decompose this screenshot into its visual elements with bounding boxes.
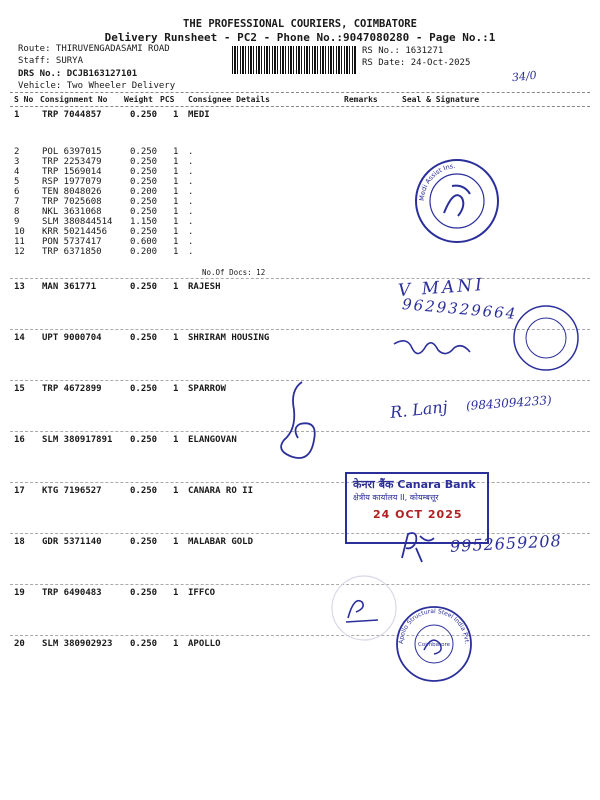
- signature-sparrow: [270, 380, 330, 470]
- col-consignee: Consignee Details: [188, 95, 270, 104]
- row-consignee: IFFCO: [188, 588, 216, 598]
- columns-divider: [10, 106, 590, 107]
- table-row: [0, 110, 600, 122]
- row-separator: [10, 584, 590, 585]
- row-pcs: 1: [173, 177, 179, 187]
- row-weight: 0.250: [130, 435, 158, 445]
- row-pcs: 1: [173, 187, 179, 197]
- row-sno: 3: [14, 157, 20, 167]
- row-pcs: 1: [173, 197, 179, 207]
- row-sno: 7: [14, 197, 20, 207]
- rs-number: RS No.: 1631271: [362, 46, 444, 56]
- handwritten-phone-elangovan: (9843094233): [465, 393, 553, 413]
- row-pcs: 1: [173, 207, 179, 217]
- row-weight: 0.250: [130, 197, 158, 207]
- partial-seal-stamp: [508, 302, 588, 372]
- row-consignment: TRP 7044857: [42, 110, 102, 120]
- row-consignment: NKL 3631068: [42, 207, 102, 217]
- row-consignment: GDR 5371140: [42, 537, 102, 547]
- drs-number: DRS No.: DCJB163127101: [18, 69, 138, 79]
- runsheet-subtitle: Delivery Runsheet - PC2 - Phone No.:9047080280 - Page No.:1: [104, 31, 496, 44]
- row-consignee: .: [188, 187, 194, 197]
- col-weight: Weight: [124, 95, 153, 104]
- row-consignee: .: [188, 227, 194, 237]
- canara-office: क्षेत्रीय कार्यालय II, कोयम्बत्तूर: [353, 493, 439, 502]
- row-separator: [10, 278, 590, 279]
- row-weight: 0.250: [130, 333, 158, 343]
- canara-date: 24 OCT 2025: [373, 508, 463, 521]
- table-row: [0, 247, 600, 259]
- row-pcs: 1: [173, 588, 179, 598]
- signature-malabar: [398, 528, 438, 568]
- row-separator: [10, 329, 590, 330]
- row-consignment: SLM 380844514: [42, 217, 113, 227]
- row-sno: 15: [14, 384, 25, 394]
- row-consignment: UPT 9000704: [42, 333, 102, 343]
- row-separator: [10, 635, 590, 636]
- row-pcs: 1: [173, 237, 179, 247]
- row-weight: 0.250: [130, 157, 158, 167]
- row-sno: 4: [14, 167, 20, 177]
- row-consignment: TRP 7025608: [42, 197, 102, 207]
- handwritten-name-mani: V MANI: [397, 274, 486, 302]
- medi-assist-stamp: [414, 158, 500, 244]
- row-weight: 0.250: [130, 384, 158, 394]
- handwritten-phone-mani: 9629329664: [401, 295, 519, 323]
- row-consignment: KTG 7196527: [42, 486, 102, 496]
- apollo-stamp-text: Apollo Structural Steel India Pvt. Ltd.: [392, 599, 471, 645]
- company-title: THE PROFESSIONAL COURIERS, COIMBATORE: [183, 18, 417, 30]
- row-consignee: CANARA RO II: [188, 486, 254, 496]
- medi-stamp-text: Medi Assist Ins.: [417, 162, 456, 202]
- row-consignment: SLM 380902923: [42, 639, 113, 649]
- row-sno: 18: [14, 537, 25, 547]
- col-remarks: Remarks: [344, 95, 378, 104]
- row-pcs: 1: [173, 157, 179, 167]
- row-consignment: TEN 8048026: [42, 187, 102, 197]
- row-consignee: .: [188, 247, 194, 257]
- row-weight: 0.250: [130, 282, 158, 292]
- row-weight: 0.250: [130, 227, 158, 237]
- no-of-docs: No.Of Docs: 12: [202, 268, 266, 277]
- row-weight: 0.250: [130, 588, 158, 598]
- row-consignee: .: [188, 197, 194, 207]
- row-sno: 12: [14, 247, 25, 257]
- row-sno: 9: [14, 217, 20, 227]
- row-sno: 8: [14, 207, 20, 217]
- col-sno: S No: [14, 95, 34, 104]
- row-pcs: 1: [173, 384, 179, 394]
- col-consignment: Consignment No: [40, 95, 108, 104]
- row-sno: 1: [14, 110, 20, 120]
- row-sno: 16: [14, 435, 25, 445]
- row-consignee: SHRIRAM HOUSING: [188, 333, 270, 343]
- table-row: [0, 639, 600, 651]
- row-consignee: .: [188, 217, 194, 227]
- row-consignee: .: [188, 177, 194, 187]
- barcode: [232, 46, 356, 74]
- row-consignment: TRP 2253479: [42, 157, 102, 167]
- row-consignment: KRR 50214456: [42, 227, 108, 237]
- row-weight: 0.250: [130, 177, 158, 187]
- row-consignment: TRP 1569014: [42, 167, 102, 177]
- row-consignee: MALABAR GOLD: [188, 537, 254, 547]
- row-separator: [10, 482, 590, 483]
- canara-hindi: केनरा बैंक: [353, 478, 394, 491]
- row-sno: 20: [14, 639, 25, 649]
- svg-text:Medi Assist Ins.: [418, 162, 456, 201]
- row-sno: 5: [14, 177, 20, 187]
- row-weight: 0.250: [130, 537, 158, 547]
- row-consignee: .: [188, 157, 194, 167]
- row-weight: 0.250: [130, 167, 158, 177]
- row-consignment: RSP 1977079: [42, 177, 102, 187]
- handwritten-phone-malabar: 9952659208: [449, 531, 563, 556]
- row-sno: 11: [14, 237, 25, 247]
- row-pcs: 1: [173, 639, 179, 649]
- vehicle-label: Vehicle: Two Wheeler Delivery: [18, 81, 176, 91]
- table-row: [0, 486, 600, 498]
- staff-label: Staff: SURYA: [18, 56, 84, 66]
- row-weight: 0.600: [130, 237, 158, 247]
- row-pcs: 1: [173, 537, 179, 547]
- row-sno: 2: [14, 147, 20, 157]
- table-row: [0, 588, 600, 600]
- rs-date: RS Date: 24-Oct-2025: [362, 58, 471, 68]
- row-consignment: POL 6397015: [42, 147, 102, 157]
- row-consignment: TRP 6490483: [42, 588, 102, 598]
- row-consignee: .: [188, 167, 194, 177]
- row-consignment: MAN 361771: [42, 282, 97, 292]
- row-weight: 1.150: [130, 217, 158, 227]
- row-consignee: .: [188, 237, 194, 247]
- route-label: Route: THIRUVENGADASAMI ROAD: [18, 44, 170, 54]
- row-pcs: 1: [173, 333, 179, 343]
- row-consignee: .: [188, 207, 194, 217]
- row-weight: 0.250: [130, 110, 158, 120]
- row-consignment: TRP 6371850: [42, 247, 102, 257]
- row-consignee: SPARROW: [188, 384, 226, 394]
- row-sno: 13: [14, 282, 25, 292]
- row-pcs: 1: [173, 110, 179, 120]
- row-consignment: SLM 380917891: [42, 435, 113, 445]
- row-weight: 0.250: [130, 147, 158, 157]
- row-pcs: 1: [173, 247, 179, 257]
- row-pcs: 1: [173, 435, 179, 445]
- row-consignee: .: [188, 147, 194, 157]
- row-sno: 17: [14, 486, 25, 496]
- row-consignee: APOLLO: [188, 639, 221, 649]
- col-seal-signature: Seal & Signature: [402, 95, 480, 104]
- row-consignee: ELANGOVAN: [188, 435, 237, 445]
- row-pcs: 1: [173, 167, 179, 177]
- canara-title: Canara Bank: [397, 478, 476, 491]
- row-weight: 0.250: [130, 639, 158, 649]
- row-pcs: 1: [173, 147, 179, 157]
- row-pcs: 1: [173, 486, 179, 496]
- col-pcs: PCS: [160, 95, 175, 104]
- row-pcs: 1: [173, 227, 179, 237]
- row-sno: 19: [14, 588, 25, 598]
- row-sno: 14: [14, 333, 25, 343]
- row-consignee: RAJESH: [188, 282, 221, 292]
- row-sno: 6: [14, 187, 20, 197]
- row-pcs: 1: [173, 217, 179, 227]
- row-weight: 0.250: [130, 486, 158, 496]
- apollo-stamp: [392, 599, 474, 684]
- signature-shriram: [392, 334, 472, 364]
- row-pcs: 1: [173, 282, 179, 292]
- signature-elangovan: R. Lanj: [389, 397, 449, 422]
- row-consignment: PON 5737417: [42, 237, 102, 247]
- row-consignment: TRP 4672899: [42, 384, 102, 394]
- row-sno: 10: [14, 227, 25, 237]
- header-divider: [10, 92, 590, 93]
- row-weight: 0.250: [130, 207, 158, 217]
- row-weight: 0.200: [130, 187, 158, 197]
- row-consignee: MEDI: [188, 110, 210, 120]
- handwritten-note: 34/0: [511, 68, 538, 85]
- apollo-stamp-city: Coimbatore: [418, 642, 450, 648]
- row-weight: 0.200: [130, 247, 158, 257]
- table-row: [0, 282, 600, 294]
